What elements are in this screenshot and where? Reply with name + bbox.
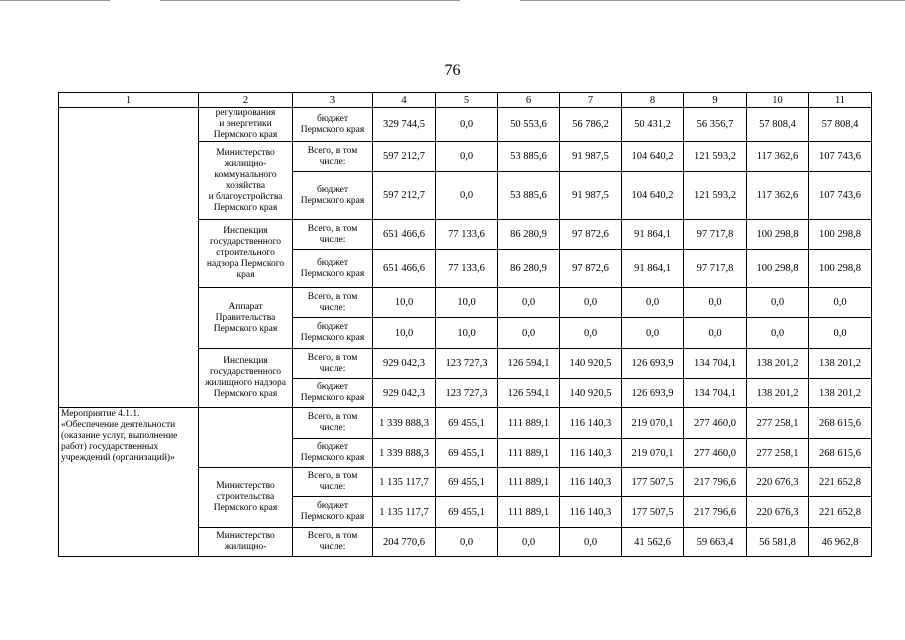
value-cell: 0,0 — [560, 528, 622, 557]
value-cell: 217 796,6 — [684, 468, 747, 497]
value-cell: 0,0 — [684, 318, 747, 349]
funding-type-cell: Всего, в том числе: — [293, 408, 373, 439]
value-cell: 221 652,8 — [809, 497, 872, 528]
value-cell: 116 140,3 — [560, 439, 622, 468]
header-cell: 8 — [622, 93, 684, 108]
value-cell: 69 455,1 — [436, 408, 498, 439]
header-cell: 3 — [293, 93, 373, 108]
org-cell: Министерство жилищно- — [199, 528, 293, 557]
org-cell: Инспекция государственного строительного надзора Пермского края — [199, 220, 293, 288]
header-cell: 10 — [747, 93, 809, 108]
funding-type-cell: Всего, в том числе: — [293, 528, 373, 557]
value-cell: 0,0 — [622, 318, 684, 349]
value-cell: 1 339 888,3 — [373, 408, 436, 439]
value-cell: 53 885,6 — [498, 172, 560, 220]
top-divider-mid — [160, 0, 460, 1]
org-cell: Министерство жилищно- коммунального хозяйства и благоустройства Пермского края — [199, 142, 293, 220]
header-cell: 6 — [498, 93, 560, 108]
top-divider-left — [0, 0, 110, 1]
budget-table — [58, 92, 872, 557]
value-cell: 100 298,8 — [747, 250, 809, 288]
funding-type-cell: Всего, в том числе: — [293, 468, 373, 497]
value-cell: 177 507,5 — [622, 468, 684, 497]
value-cell: 268 615,6 — [809, 408, 872, 439]
value-cell: 50 431,2 — [622, 108, 684, 142]
value-cell: 111 889,1 — [498, 439, 560, 468]
funding-type-cell: бюджет Пермского края — [293, 108, 373, 142]
value-cell: 138 201,2 — [747, 379, 809, 408]
value-cell: 97 872,6 — [560, 220, 622, 250]
value-cell: 277 258,1 — [747, 439, 809, 468]
value-cell: 651 466,6 — [373, 220, 436, 250]
funding-type-cell: бюджет Пермского края — [293, 379, 373, 408]
value-cell: 116 140,3 — [560, 497, 622, 528]
value-cell: 0,0 — [436, 142, 498, 172]
header-row — [59, 93, 872, 108]
value-cell: 123 727,3 — [436, 349, 498, 379]
event-empty-cell — [59, 108, 199, 408]
value-cell: 10,0 — [373, 288, 436, 318]
value-cell: 121 593,2 — [684, 142, 747, 172]
value-cell: 107 743,6 — [809, 142, 872, 172]
value-cell: 100 298,8 — [747, 220, 809, 250]
value-cell: 177 507,5 — [622, 497, 684, 528]
header-cell: 2 — [199, 93, 293, 108]
value-cell: 138 201,2 — [809, 379, 872, 408]
value-cell: 69 455,1 — [436, 439, 498, 468]
value-cell: 104 640,2 — [622, 142, 684, 172]
value-cell: 277 460,0 — [684, 408, 747, 439]
value-cell: 217 796,6 — [684, 497, 747, 528]
header-cell: 7 — [560, 93, 622, 108]
value-cell: 651 466,6 — [373, 250, 436, 288]
value-cell: 10,0 — [436, 318, 498, 349]
value-cell: 929 042,3 — [373, 379, 436, 408]
value-cell: 0,0 — [747, 288, 809, 318]
value-cell: 0,0 — [622, 288, 684, 318]
header-cell: 5 — [436, 93, 498, 108]
value-cell: 117 362,6 — [747, 172, 809, 220]
header-cell: 11 — [809, 93, 872, 108]
value-cell: 57 808,4 — [809, 108, 872, 142]
top-divider-right — [520, 0, 905, 1]
value-cell: 1 135 117,7 — [373, 468, 436, 497]
value-cell: 140 920,5 — [560, 349, 622, 379]
value-cell: 10,0 — [436, 288, 498, 318]
value-cell: 77 133,6 — [436, 250, 498, 288]
value-cell: 126 594,1 — [498, 379, 560, 408]
value-cell: 100 298,8 — [809, 250, 872, 288]
header-cell: 4 — [373, 93, 436, 108]
value-cell: 0,0 — [684, 288, 747, 318]
value-cell: 220 676,3 — [747, 468, 809, 497]
value-cell: 0,0 — [498, 288, 560, 318]
value-cell: 0,0 — [436, 172, 498, 220]
value-cell: 117 362,6 — [747, 142, 809, 172]
value-cell: 597 212,7 — [373, 172, 436, 220]
value-cell: 138 201,2 — [809, 349, 872, 379]
value-cell: 134 704,1 — [684, 349, 747, 379]
org-empty-cell — [199, 408, 293, 468]
value-cell: 0,0 — [560, 318, 622, 349]
value-cell: 1 135 117,7 — [373, 497, 436, 528]
value-cell: 104 640,2 — [622, 172, 684, 220]
value-cell: 219 070,1 — [622, 439, 684, 468]
value-cell: 0,0 — [436, 108, 498, 142]
value-cell: 97 872,6 — [560, 250, 622, 288]
header-cell: 9 — [684, 93, 747, 108]
value-cell: 0,0 — [436, 528, 498, 557]
funding-type-cell: бюджет Пермского края — [293, 250, 373, 288]
funding-type-cell: бюджет Пермского края — [293, 172, 373, 220]
value-cell: 57 808,4 — [747, 108, 809, 142]
value-cell: 268 615,6 — [809, 439, 872, 468]
org-cell: Инспекция государственного жилищного надзора Пермского края — [199, 349, 293, 408]
value-cell: 0,0 — [809, 318, 872, 349]
value-cell: 329 744,5 — [373, 108, 436, 142]
table-row — [59, 408, 872, 439]
value-cell: 126 693,9 — [622, 349, 684, 379]
value-cell: 123 727,3 — [436, 379, 498, 408]
org-cell: регулирования и энергетики Пермского края — [199, 108, 293, 142]
value-cell: 221 652,8 — [809, 468, 872, 497]
value-cell: 277 258,1 — [747, 408, 809, 439]
value-cell: 91 987,5 — [560, 172, 622, 220]
funding-type-cell: Всего, в том числе: — [293, 142, 373, 172]
value-cell: 91 864,1 — [622, 220, 684, 250]
value-cell: 0,0 — [809, 288, 872, 318]
value-cell: 56 786,2 — [560, 108, 622, 142]
funding-type-cell: бюджет Пермского края — [293, 318, 373, 349]
value-cell: 53 885,6 — [498, 142, 560, 172]
value-cell: 0,0 — [747, 318, 809, 349]
value-cell: 111 889,1 — [498, 408, 560, 439]
funding-type-cell: бюджет Пермского края — [293, 439, 373, 468]
page-number: 76 — [444, 62, 461, 79]
value-cell: 277 460,0 — [684, 439, 747, 468]
value-cell: 126 693,9 — [622, 379, 684, 408]
value-cell: 91 987,5 — [560, 142, 622, 172]
funding-type-cell: Всего, в том числе: — [293, 288, 373, 318]
funding-type-cell: Всего, в том числе: — [293, 220, 373, 250]
value-cell: 929 042,3 — [373, 349, 436, 379]
value-cell: 597 212,7 — [373, 142, 436, 172]
value-cell: 0,0 — [560, 288, 622, 318]
value-cell: 97 717,8 — [684, 250, 747, 288]
header-cell: 1 — [59, 93, 199, 108]
value-cell: 56 581,8 — [747, 528, 809, 557]
value-cell: 69 455,1 — [436, 468, 498, 497]
org-cell: Министерство строительства Пермского края — [199, 468, 293, 528]
value-cell: 10,0 — [373, 318, 436, 349]
value-cell: 121 593,2 — [684, 172, 747, 220]
funding-type-cell: бюджет Пермского края — [293, 497, 373, 528]
value-cell: 56 356,7 — [684, 108, 747, 142]
value-cell: 107 743,6 — [809, 172, 872, 220]
funding-type-cell: Всего, в том числе: — [293, 349, 373, 379]
value-cell: 0,0 — [498, 528, 560, 557]
value-cell: 77 133,6 — [436, 220, 498, 250]
value-cell: 46 962,8 — [809, 528, 872, 557]
value-cell: 116 140,3 — [560, 408, 622, 439]
event-cell: Мероприятие 4.1.1. «Обеспечение деятельности (оказание услуг, выполнение работ) государственных учреждений (организаций)» — [59, 408, 199, 557]
value-cell: 69 455,1 — [436, 497, 498, 528]
value-cell: 204 770,6 — [373, 528, 436, 557]
org-cell: Аппарат Правительства Пермского края — [199, 288, 293, 349]
value-cell: 126 594,1 — [498, 349, 560, 379]
value-cell: 59 663,4 — [684, 528, 747, 557]
value-cell: 86 280,9 — [498, 220, 560, 250]
value-cell: 138 201,2 — [747, 349, 809, 379]
value-cell: 41 562,6 — [622, 528, 684, 557]
value-cell: 116 140,3 — [560, 468, 622, 497]
value-cell: 100 298,8 — [809, 220, 872, 250]
value-cell: 111 889,1 — [498, 497, 560, 528]
value-cell: 220 676,3 — [747, 497, 809, 528]
value-cell: 1 339 888,3 — [373, 439, 436, 468]
value-cell: 134 704,1 — [684, 379, 747, 408]
value-cell: 219 070,1 — [622, 408, 684, 439]
value-cell: 97 717,8 — [684, 220, 747, 250]
value-cell: 111 889,1 — [498, 468, 560, 497]
value-cell: 0,0 — [498, 318, 560, 349]
value-cell: 50 553,6 — [498, 108, 560, 142]
value-cell: 140 920,5 — [560, 379, 622, 408]
value-cell: 91 864,1 — [622, 250, 684, 288]
value-cell: 86 280,9 — [498, 250, 560, 288]
table-row — [59, 108, 872, 142]
